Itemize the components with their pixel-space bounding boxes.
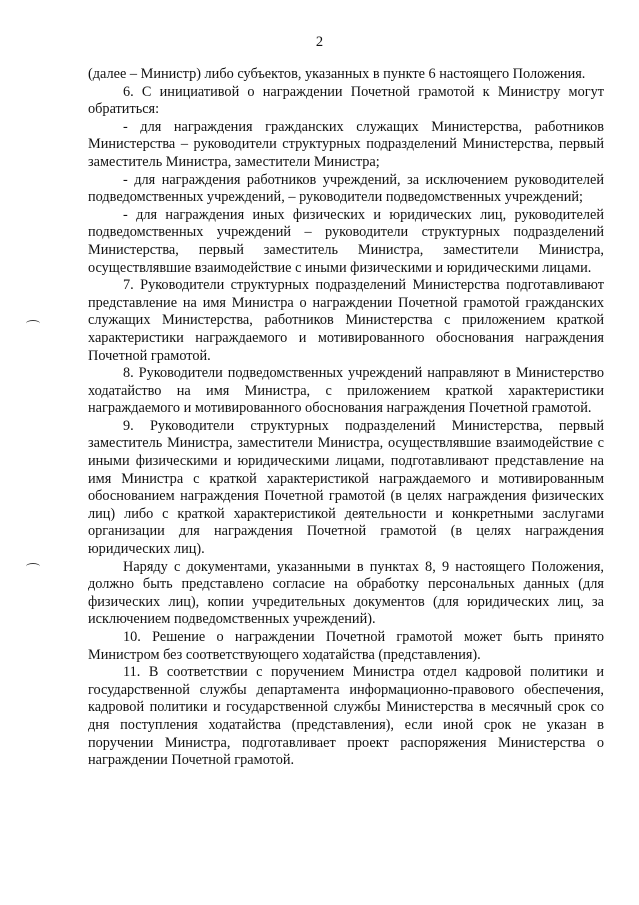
paragraph-10: 10. Решение о награждении Почетной грамотой может быть принято Министром без соответствующего ходатайства (представления). (88, 629, 604, 663)
paragraph-continuation: (далее – Министр) либо субъектов, указанных в пункте 6 настоящего Положения. (88, 66, 586, 82)
paragraph-9: 9. Руководители структурных подразделений Министерства, первый заместитель Министра, заместители Министра, осуществлявшие взаимодействие с иными физическими и юридическими лицами, подготавливают представление на имя Министра с краткой характеристикой награждаемого и мотивированным обоснованием награждения Почетной грамотой (в целях награждения физических лиц) либо с краткой характеристикой деятельности и конкретными заслугами организации для награждения Почетной грамотой (в целях награждения юридических лиц). (88, 417, 604, 558)
document-body (88, 66, 604, 770)
page-number: 2 (315, 34, 324, 50)
paragraph-11: 11. В соответствии с поручением Министра отдел кадровой политики и государственной службы департамента информационно-правового обеспечения, кадровой политики и государственной службы Министерства в месячный срок со дня поступления ходатайства (представления), если иной срок не указан в поручении Министра, подготавливает проект распоряжения Министерства о награждении Почетной грамотой. (88, 664, 604, 769)
paragraph-6: 6. С инициативой о награждении Почетной грамотой к Министру могут обратиться: (88, 83, 604, 118)
paragraph-documents: Наряду с документами, указанными в пунктах 8, 9 настоящего Положения, должно быть представлено согласие на обработку персональных данных (для физических лиц), копии учредительных документов (для юридических лиц, за исключением подведомственных учреждений). (88, 558, 604, 628)
binding-hole-mark (26, 320, 40, 327)
paragraph-8: 8. Руководители подведомственных учреждений направляют в Министерство ходатайство на имя Министра, с приложением краткой характеристики награждаемого и мотивированного обоснования награждения Почетной грамотой. (88, 365, 604, 417)
list-item-civil-servants: - для награждения гражданских служащих Министерства, работников Министерства – руководители структурных подразделений Министерства, первый заместитель Министра, заместители Министра; (88, 118, 604, 170)
paragraph-7: 7. Руководители структурных подразделений Министерства подготавливают представление на имя Министра о награждении Почетной грамотой гражданских служащих Министерства, работников Министерства с приложением краткой характеристики награждаемого и мотивированного обоснования награждения Почетной грамотой. (88, 277, 604, 364)
binding-hole-mark (26, 563, 40, 570)
list-item-other-persons: - для награждения иных физических и юридических лиц, руководителей подведомственных учреждений – руководители структурных подразделений Министерства, первый заместитель Министра, заместители Министра, осуществлявшие взаимодействие с иными физическими и юридическими лицами. (88, 206, 604, 276)
list-item-institution-workers: - для награждения работников учреждений, за исключением руководителей подведомственных учреждений, – руководители подведомственных учреждений; (88, 171, 604, 206)
